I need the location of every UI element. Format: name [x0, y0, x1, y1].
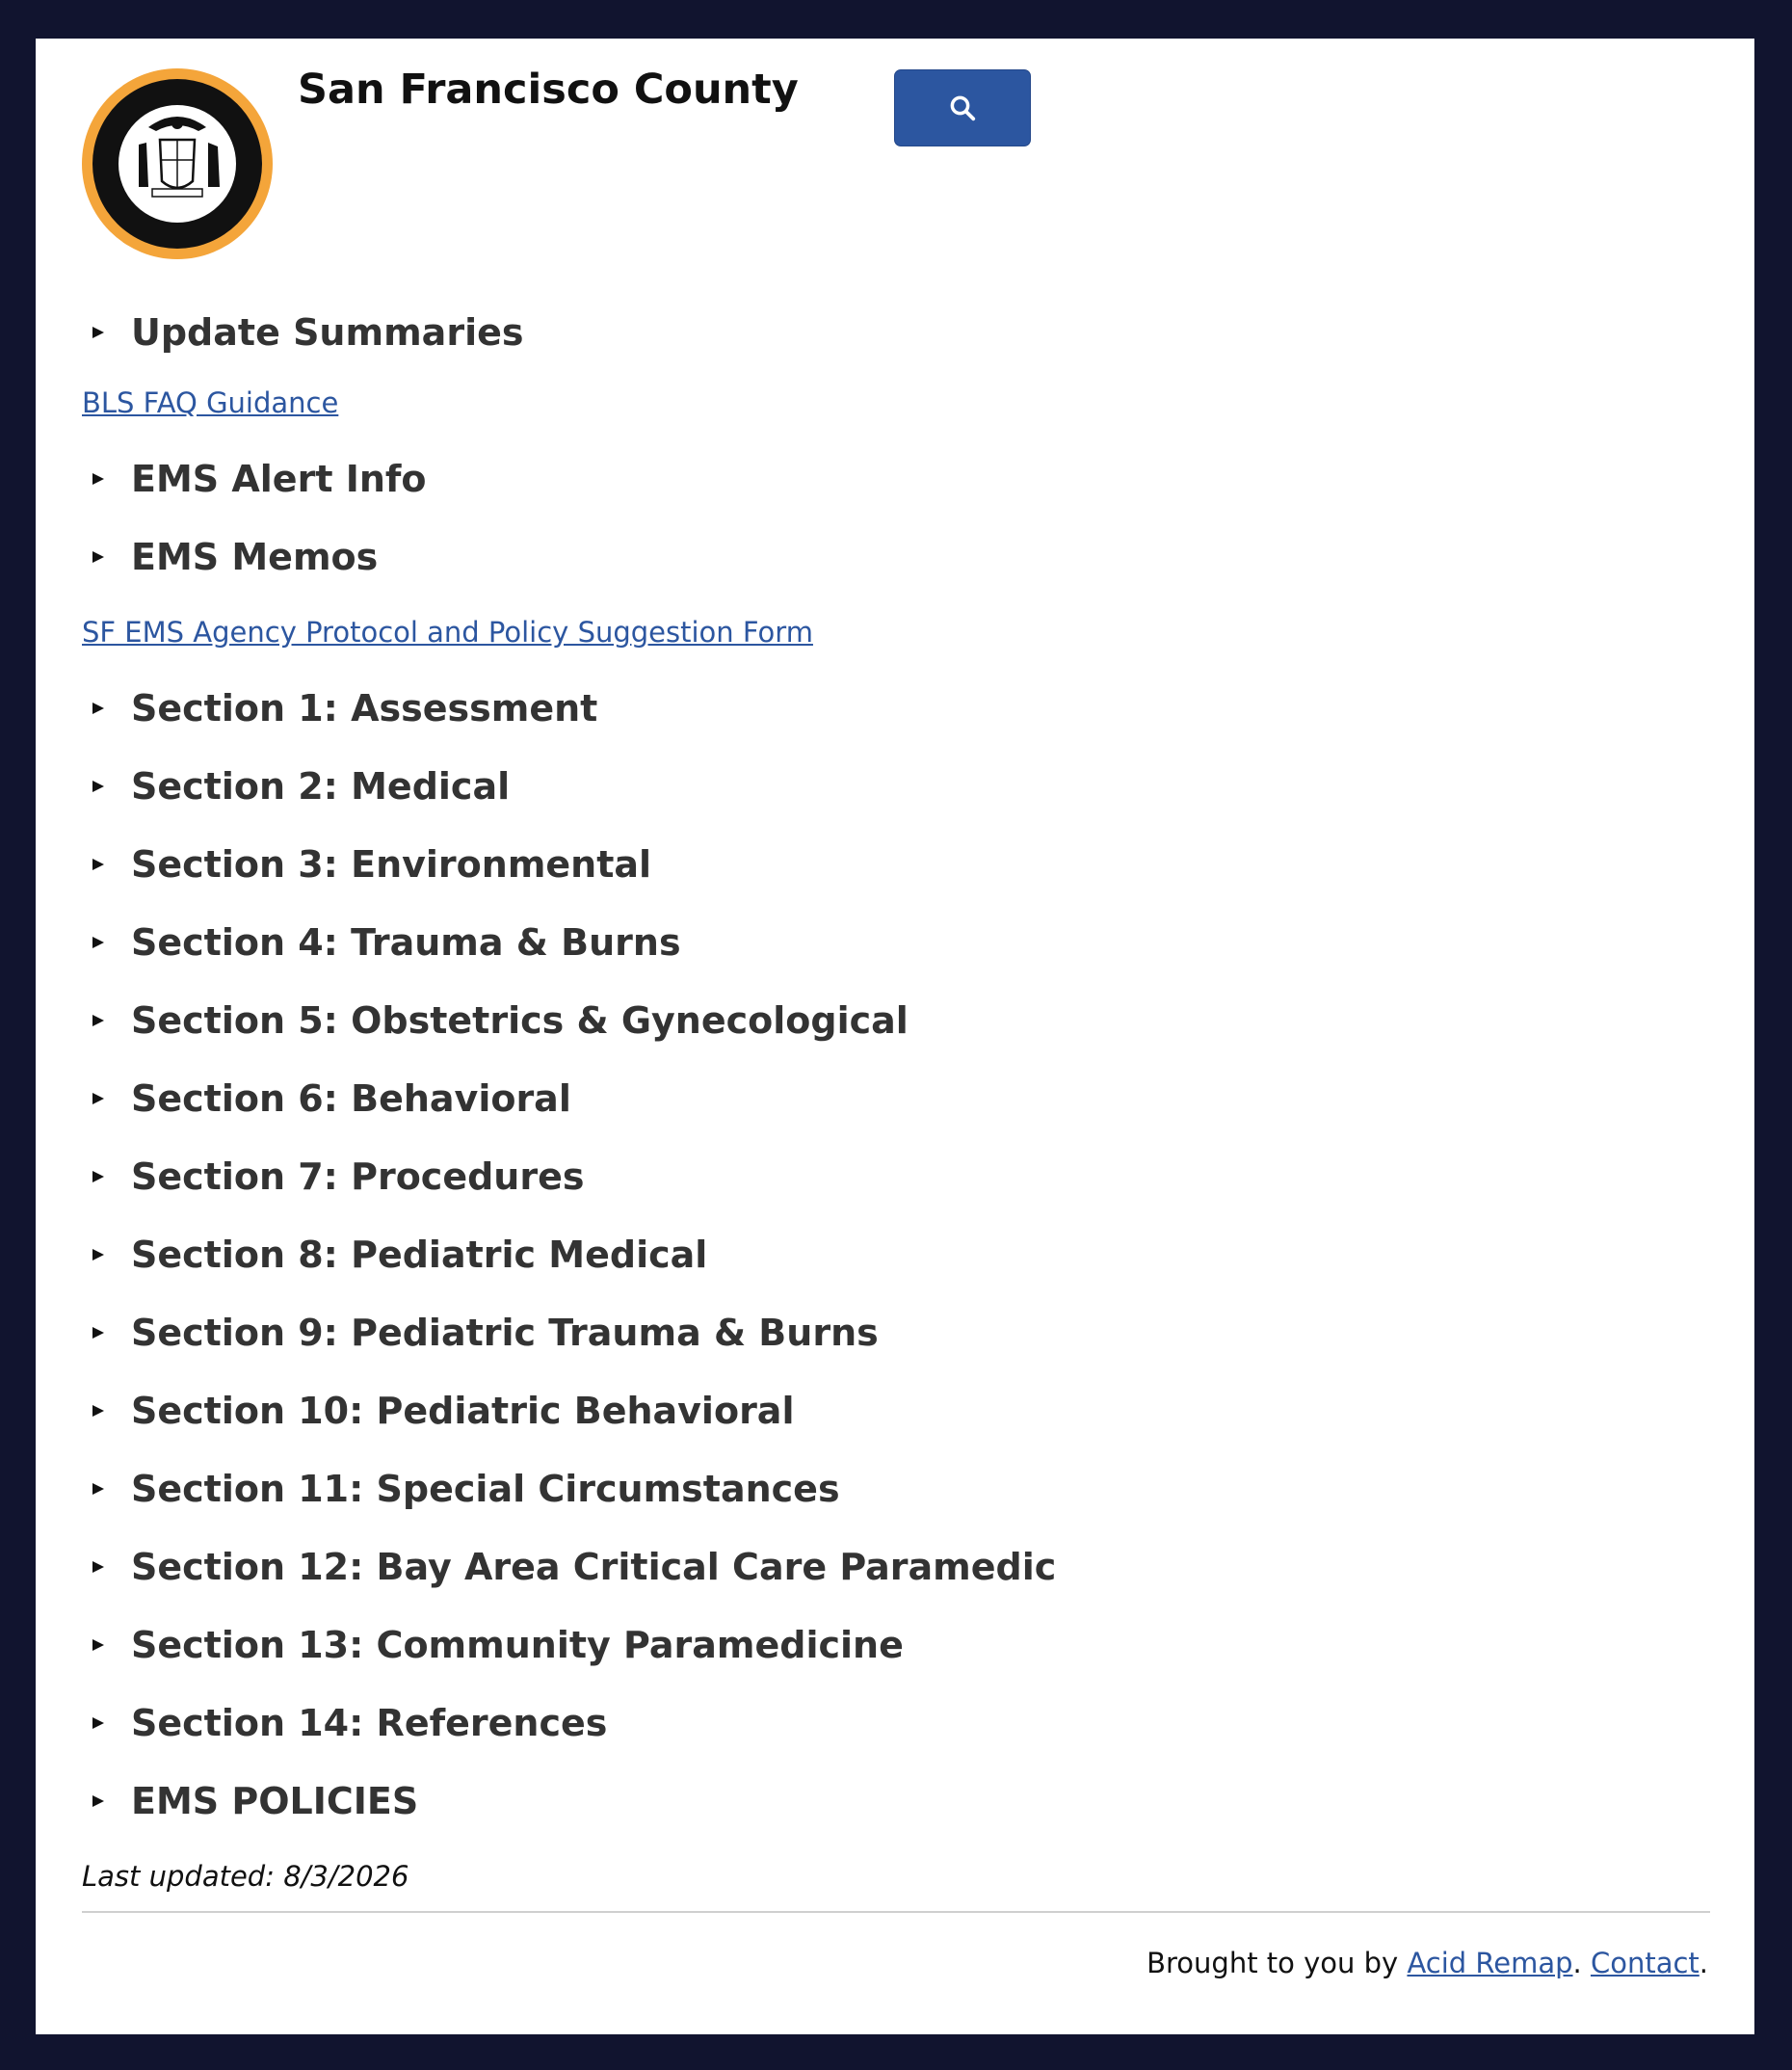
section-label: Section 3: Environmental: [131, 842, 652, 886]
section-14-toggle[interactable]: [82, 1684, 1710, 1762]
disclosure-triangle-icon: [92, 1171, 104, 1182]
disclosure-triangle-icon: [92, 1795, 104, 1807]
footer-divider: [82, 1911, 1710, 1913]
disclosure-triangle-icon: [92, 473, 104, 485]
section-label: Section 14: References: [131, 1701, 608, 1744]
footer-prefix: Brought to you by: [1146, 1947, 1408, 1979]
section-label: Section 4: Trauma & Burns: [131, 920, 681, 964]
disclosure-triangle-icon: [92, 1405, 104, 1417]
disclosure-triangle-icon: [92, 327, 104, 338]
section-label: Section 9: Pediatric Trauma & Burns: [131, 1311, 879, 1354]
section-3-toggle[interactable]: [82, 825, 1710, 903]
ems-alert-info-label: EMS Alert Info: [131, 457, 427, 500]
section-label: Section 1: Assessment: [131, 686, 598, 730]
page-container: [36, 39, 1754, 2034]
ems-policies-label: EMS POLICIES: [131, 1779, 419, 1822]
disclosure-triangle-icon: [92, 551, 104, 563]
ems-memos-toggle[interactable]: [82, 518, 1710, 596]
disclosure-triangle-icon: [92, 859, 104, 870]
section-label: Section 10: Pediatric Behavioral: [131, 1389, 795, 1432]
disclosure-triangle-icon: [92, 781, 104, 792]
section-11-toggle[interactable]: [82, 1449, 1710, 1527]
bls-faq-guidance-link[interactable]: BLS FAQ Guidance: [82, 386, 339, 419]
disclosure-triangle-icon: [92, 1717, 104, 1729]
search-button[interactable]: [894, 69, 1031, 146]
sf-ems-agency-logo: [81, 67, 274, 260]
section-2-toggle[interactable]: [82, 747, 1710, 825]
section-label: Section 7: Procedures: [131, 1154, 585, 1198]
footer: [1146, 1947, 1708, 1979]
disclosure-triangle-icon: [92, 937, 104, 948]
disclosure-triangle-icon: [92, 1639, 104, 1651]
section-8-toggle[interactable]: [82, 1215, 1710, 1293]
site-title: San Francisco County: [298, 66, 799, 114]
section-6-toggle[interactable]: [82, 1059, 1710, 1137]
ems-alert-info-toggle[interactable]: [82, 439, 1710, 518]
section-label: Section 13: Community Paramedicine: [131, 1623, 904, 1666]
disclosure-triangle-icon: [92, 1561, 104, 1573]
last-updated-text: Last updated: 8/3/2026: [82, 1860, 409, 1893]
disclosure-triangle-icon: [92, 1015, 104, 1026]
section-label: Section 11: Special Circumstances: [131, 1467, 840, 1510]
section-1-toggle[interactable]: [82, 669, 1710, 747]
disclosure-triangle-icon: [92, 703, 104, 714]
update-summaries-label: Update Summaries: [131, 311, 524, 354]
section-label: Section 8: Pediatric Medical: [131, 1233, 708, 1276]
footer-separator: .: [1572, 1947, 1591, 1979]
update-summaries-toggle[interactable]: [82, 299, 1710, 366]
section-10-toggle[interactable]: [82, 1371, 1710, 1449]
bls-faq-row: [82, 366, 1710, 439]
contact-link[interactable]: Contact: [1590, 1947, 1700, 1979]
ems-memos-label: EMS Memos: [131, 535, 379, 578]
section-7-toggle[interactable]: [82, 1137, 1710, 1215]
protocol-menu: [82, 299, 1710, 1913]
section-5-toggle[interactable]: [82, 981, 1710, 1059]
section-13-toggle[interactable]: [82, 1606, 1710, 1684]
suggestion-form-row: [82, 596, 1710, 669]
disclosure-triangle-icon: [92, 1327, 104, 1339]
disclosure-triangle-icon: [92, 1249, 104, 1261]
ems-policies-toggle[interactable]: [82, 1762, 1710, 1840]
acid-remap-link[interactable]: Acid Remap: [1407, 1947, 1573, 1979]
search-icon: [948, 93, 977, 122]
footer-suffix: .: [1699, 1947, 1708, 1979]
section-label: Section 5: Obstetrics & Gynecological: [131, 998, 909, 1042]
section-label: Section 2: Medical: [131, 764, 511, 808]
section-12-toggle[interactable]: [82, 1527, 1710, 1606]
suggestion-form-link[interactable]: SF EMS Agency Protocol and Policy Suggestion Form: [82, 616, 813, 649]
section-4-toggle[interactable]: [82, 903, 1710, 981]
disclosure-triangle-icon: [92, 1483, 104, 1495]
section-label: Section 12: Bay Area Critical Care Paramedic: [131, 1545, 1057, 1588]
section-9-toggle[interactable]: [82, 1293, 1710, 1371]
disclosure-triangle-icon: [92, 1093, 104, 1104]
section-label: Section 6: Behavioral: [131, 1076, 571, 1120]
